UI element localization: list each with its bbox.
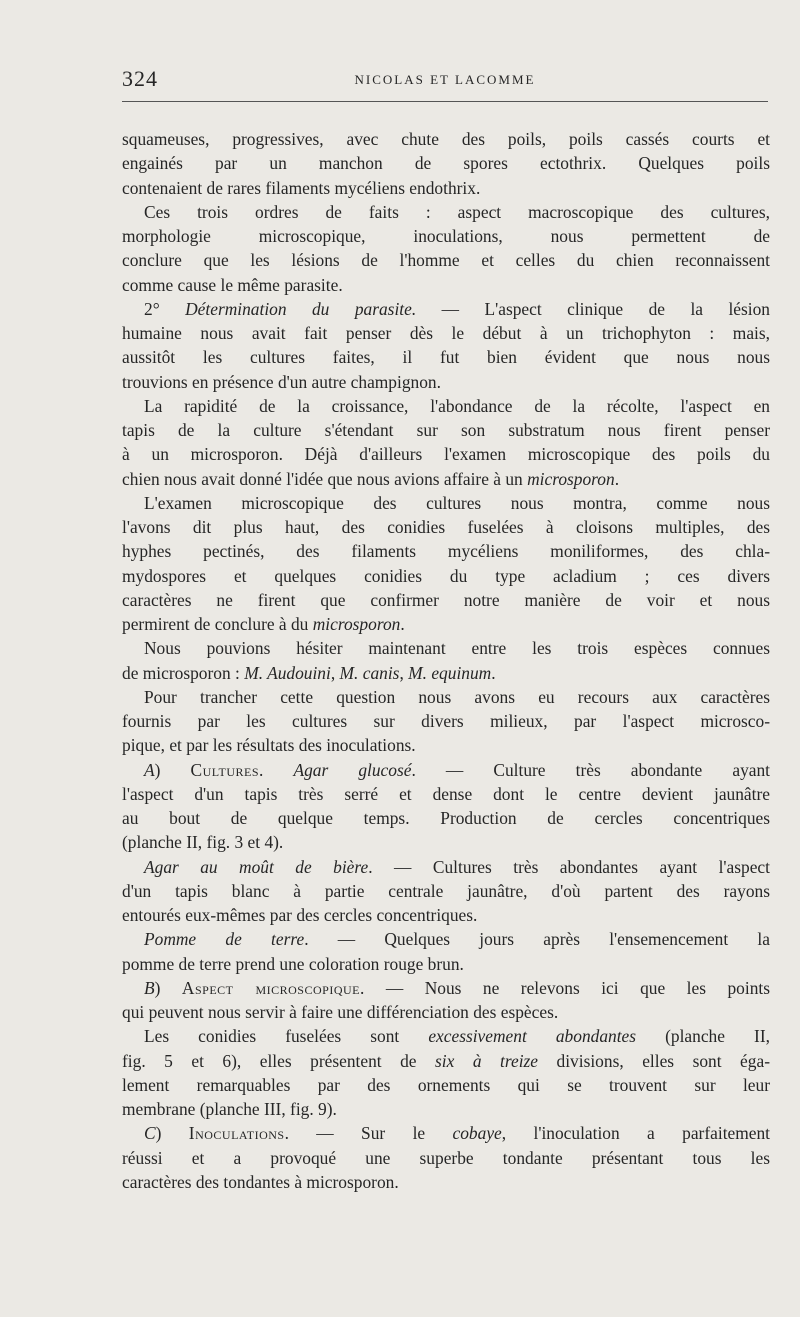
text-run: , xyxy=(330,662,340,683)
text-run: . — Nous ne relevons ici que les points xyxy=(359,977,770,998)
text-run: . xyxy=(614,468,620,489)
text-run: . — Quelques jours après l'ensemencement la xyxy=(304,929,770,950)
text-run: . — Sur le xyxy=(284,1123,453,1144)
text-line xyxy=(122,1049,770,1073)
text-line xyxy=(122,1170,770,1194)
text-run: l'aspect d'un tapis très serré et dense dont le centre devient jaunâtre xyxy=(122,783,770,804)
text-line xyxy=(122,200,770,224)
italic-text: Agar glucosé xyxy=(293,759,412,780)
small-caps-heading: Cultures xyxy=(190,759,260,780)
text-run: permirent de conclure à du xyxy=(122,614,313,634)
text-run: conclure que les lésions de l'homme et celles du chien reconnaissent xyxy=(122,250,770,271)
text-line xyxy=(122,1073,770,1097)
text-line xyxy=(122,830,770,854)
text-line xyxy=(122,1000,770,1024)
text-line xyxy=(122,636,770,660)
text-run: — L'aspect clinique de la lésion xyxy=(416,298,770,319)
text-run: squameuses, progressives, avec chute des poils, poils cassés courts et xyxy=(122,129,770,149)
text-run: caractères des tondantes à microsporon. xyxy=(122,1171,399,1192)
text-line xyxy=(122,539,770,563)
text-line xyxy=(122,564,770,588)
text-run: pique, et par les résultats des inoculations. xyxy=(122,735,416,756)
text-run: pomme de terre prend une coloration rouge brun. xyxy=(122,953,464,974)
text-line xyxy=(122,1146,770,1170)
italic-text: A xyxy=(144,759,155,780)
text-run: hyphes pectinés, des filaments mycéliens moniliformes, des chla- xyxy=(122,541,770,562)
text-run: contenaient de rares filaments mycéliens endothrix. xyxy=(122,177,481,198)
italic-text: microsporon xyxy=(527,468,615,489)
text-line xyxy=(122,927,770,951)
text-run: La rapidité de la croissance, l'abondance de la récolte, l'aspect en xyxy=(144,395,770,416)
text-run: . — Cultures très abondantes ayant l'aspect xyxy=(368,856,770,877)
text-line xyxy=(122,903,770,927)
text-line xyxy=(122,855,770,879)
text-line xyxy=(122,733,770,757)
text-run: L'examen microscopique des cultures nous montra, comme nous xyxy=(144,492,770,513)
text-line xyxy=(122,1097,770,1121)
text-run: qui peuvent nous servir à faire une différenciation des espèces. xyxy=(122,1002,559,1022)
italic-text: Agar au moût de bière xyxy=(144,856,369,877)
small-caps-heading: Inoculations xyxy=(188,1123,285,1144)
text-run: fournis par les cultures sur divers milieux, par l'aspect microsco- xyxy=(122,711,770,731)
text-run: . xyxy=(400,614,405,634)
text-run: , xyxy=(399,662,409,683)
text-line xyxy=(122,709,770,733)
text-run: . — Culture très abondante ayant xyxy=(411,759,771,780)
text-line xyxy=(122,273,770,297)
italic-text: Pomme de terre xyxy=(144,929,305,950)
italic-text: C xyxy=(144,1123,156,1144)
text-run: . xyxy=(491,662,496,683)
text-run: divisions, elles sont éga- xyxy=(538,1050,770,1071)
text-run: fig. 5 et 6), elles présentent de xyxy=(122,1050,436,1071)
text-run: ) xyxy=(154,977,182,998)
text-line xyxy=(122,1121,770,1145)
text-run: humaine nous avait fait penser dès le début à un trichophyton : mais, xyxy=(122,323,770,343)
text-line xyxy=(122,588,770,612)
text-line xyxy=(122,976,770,1000)
text-run: morphologie microscopique, inoculations, nous permettent de xyxy=(122,226,770,246)
text-run: ) xyxy=(154,759,191,780)
text-run: lement remarquables par des ornements qui se trouvent sur leur xyxy=(122,1074,770,1095)
italic-text: six à treize xyxy=(435,1050,539,1071)
text-run: Les conidies fuselées sont xyxy=(144,1026,429,1047)
italic-text: microsporon xyxy=(312,614,401,634)
body-text xyxy=(122,127,770,1194)
text-line xyxy=(122,176,770,200)
text-run: 2° xyxy=(144,298,186,319)
text-run: entourés eux-mêmes par des cercles concentriques. xyxy=(122,905,478,925)
text-line xyxy=(122,467,770,491)
text-run: , l'inoculation a parfaitement xyxy=(501,1123,771,1144)
running-title: NICOLAS ET LACOMME xyxy=(354,72,536,87)
text-run: l'avons dit plus haut, des conidies fuselées à cloisons multiples, des xyxy=(122,517,770,537)
text-run: . xyxy=(259,759,294,780)
text-run: Ces trois ordres de faits : aspect macroscopique des cultures, xyxy=(144,201,770,222)
text-line xyxy=(122,515,770,539)
text-run: (planche II, xyxy=(636,1026,770,1047)
text-line xyxy=(122,297,770,321)
italic-text: cobaye xyxy=(452,1123,502,1144)
header-rule xyxy=(122,101,768,102)
text-run: membrane (planche III, fig. 9). xyxy=(122,1099,337,1119)
text-run: caractères ne firent que confirmer notre manière de voir et nous xyxy=(122,589,770,610)
italic-text: Détermination du parasite. xyxy=(185,298,417,319)
text-line xyxy=(122,151,770,175)
text-line xyxy=(122,952,770,976)
text-line xyxy=(122,491,770,515)
italic-text: M. equinum xyxy=(408,662,492,683)
text-line xyxy=(122,879,770,903)
text-line xyxy=(122,612,770,636)
italic-text: M. Audouini xyxy=(244,662,331,683)
page-header xyxy=(122,62,768,102)
italic-text: B xyxy=(144,977,155,998)
small-caps-heading: Aspect microscopique xyxy=(181,977,360,998)
text-run: d'un tapis blanc à partie centrale jaunâtre, d'où partent des rayons xyxy=(122,880,770,901)
page-number: 324 xyxy=(122,66,158,91)
text-line xyxy=(122,1024,770,1048)
text-run: ) xyxy=(155,1123,189,1144)
text-run: trouvions en présence d'un autre champignon. xyxy=(122,371,441,392)
text-line xyxy=(122,782,770,806)
text-line xyxy=(122,685,770,709)
text-line xyxy=(122,661,770,685)
text-run: Nous pouvions hésiter maintenant entre les trois espèces connues xyxy=(144,638,770,659)
text-line xyxy=(122,806,770,830)
text-run: de microsporon : xyxy=(122,662,245,683)
text-line xyxy=(122,442,770,466)
text-line xyxy=(122,248,770,272)
italic-text: excessivement abondantes xyxy=(428,1026,637,1047)
text-run: (planche II, fig. 3 et 4). xyxy=(122,832,284,853)
text-line xyxy=(122,370,770,394)
text-run: Pour trancher cette question nous avons eu recours aux caractères xyxy=(144,686,770,707)
text-run: aussitôt les cultures faites, il fut bien évident que nous nous xyxy=(122,347,770,368)
text-line xyxy=(122,321,770,345)
text-line xyxy=(122,394,770,418)
text-line xyxy=(122,345,770,369)
text-run: chien nous avait donné l'idée que nous avions affaire à un xyxy=(122,468,528,489)
text-run: mydospores et quelques conidies du type acladium ; ces divers xyxy=(122,565,770,586)
text-run: réussi et a provoqué une superbe tondante présentant tous les xyxy=(122,1147,770,1168)
text-line xyxy=(122,758,770,782)
text-run: comme cause le même parasite. xyxy=(122,274,343,295)
text-line xyxy=(122,224,770,248)
text-line xyxy=(122,127,770,151)
text-run: à un microsporon. Déjà d'ailleurs l'examen microscopique des poils du xyxy=(122,444,770,465)
text-run: engainés par un manchon de spores ectothrix. Quelques poils xyxy=(122,153,770,174)
text-line xyxy=(122,418,770,442)
text-run: au bout de quelque temps. Production de cercles concentriques xyxy=(122,808,770,828)
text-run: tapis de la culture s'étendant sur son substratum nous firent penser xyxy=(122,420,770,440)
italic-text: M. canis xyxy=(339,662,400,683)
